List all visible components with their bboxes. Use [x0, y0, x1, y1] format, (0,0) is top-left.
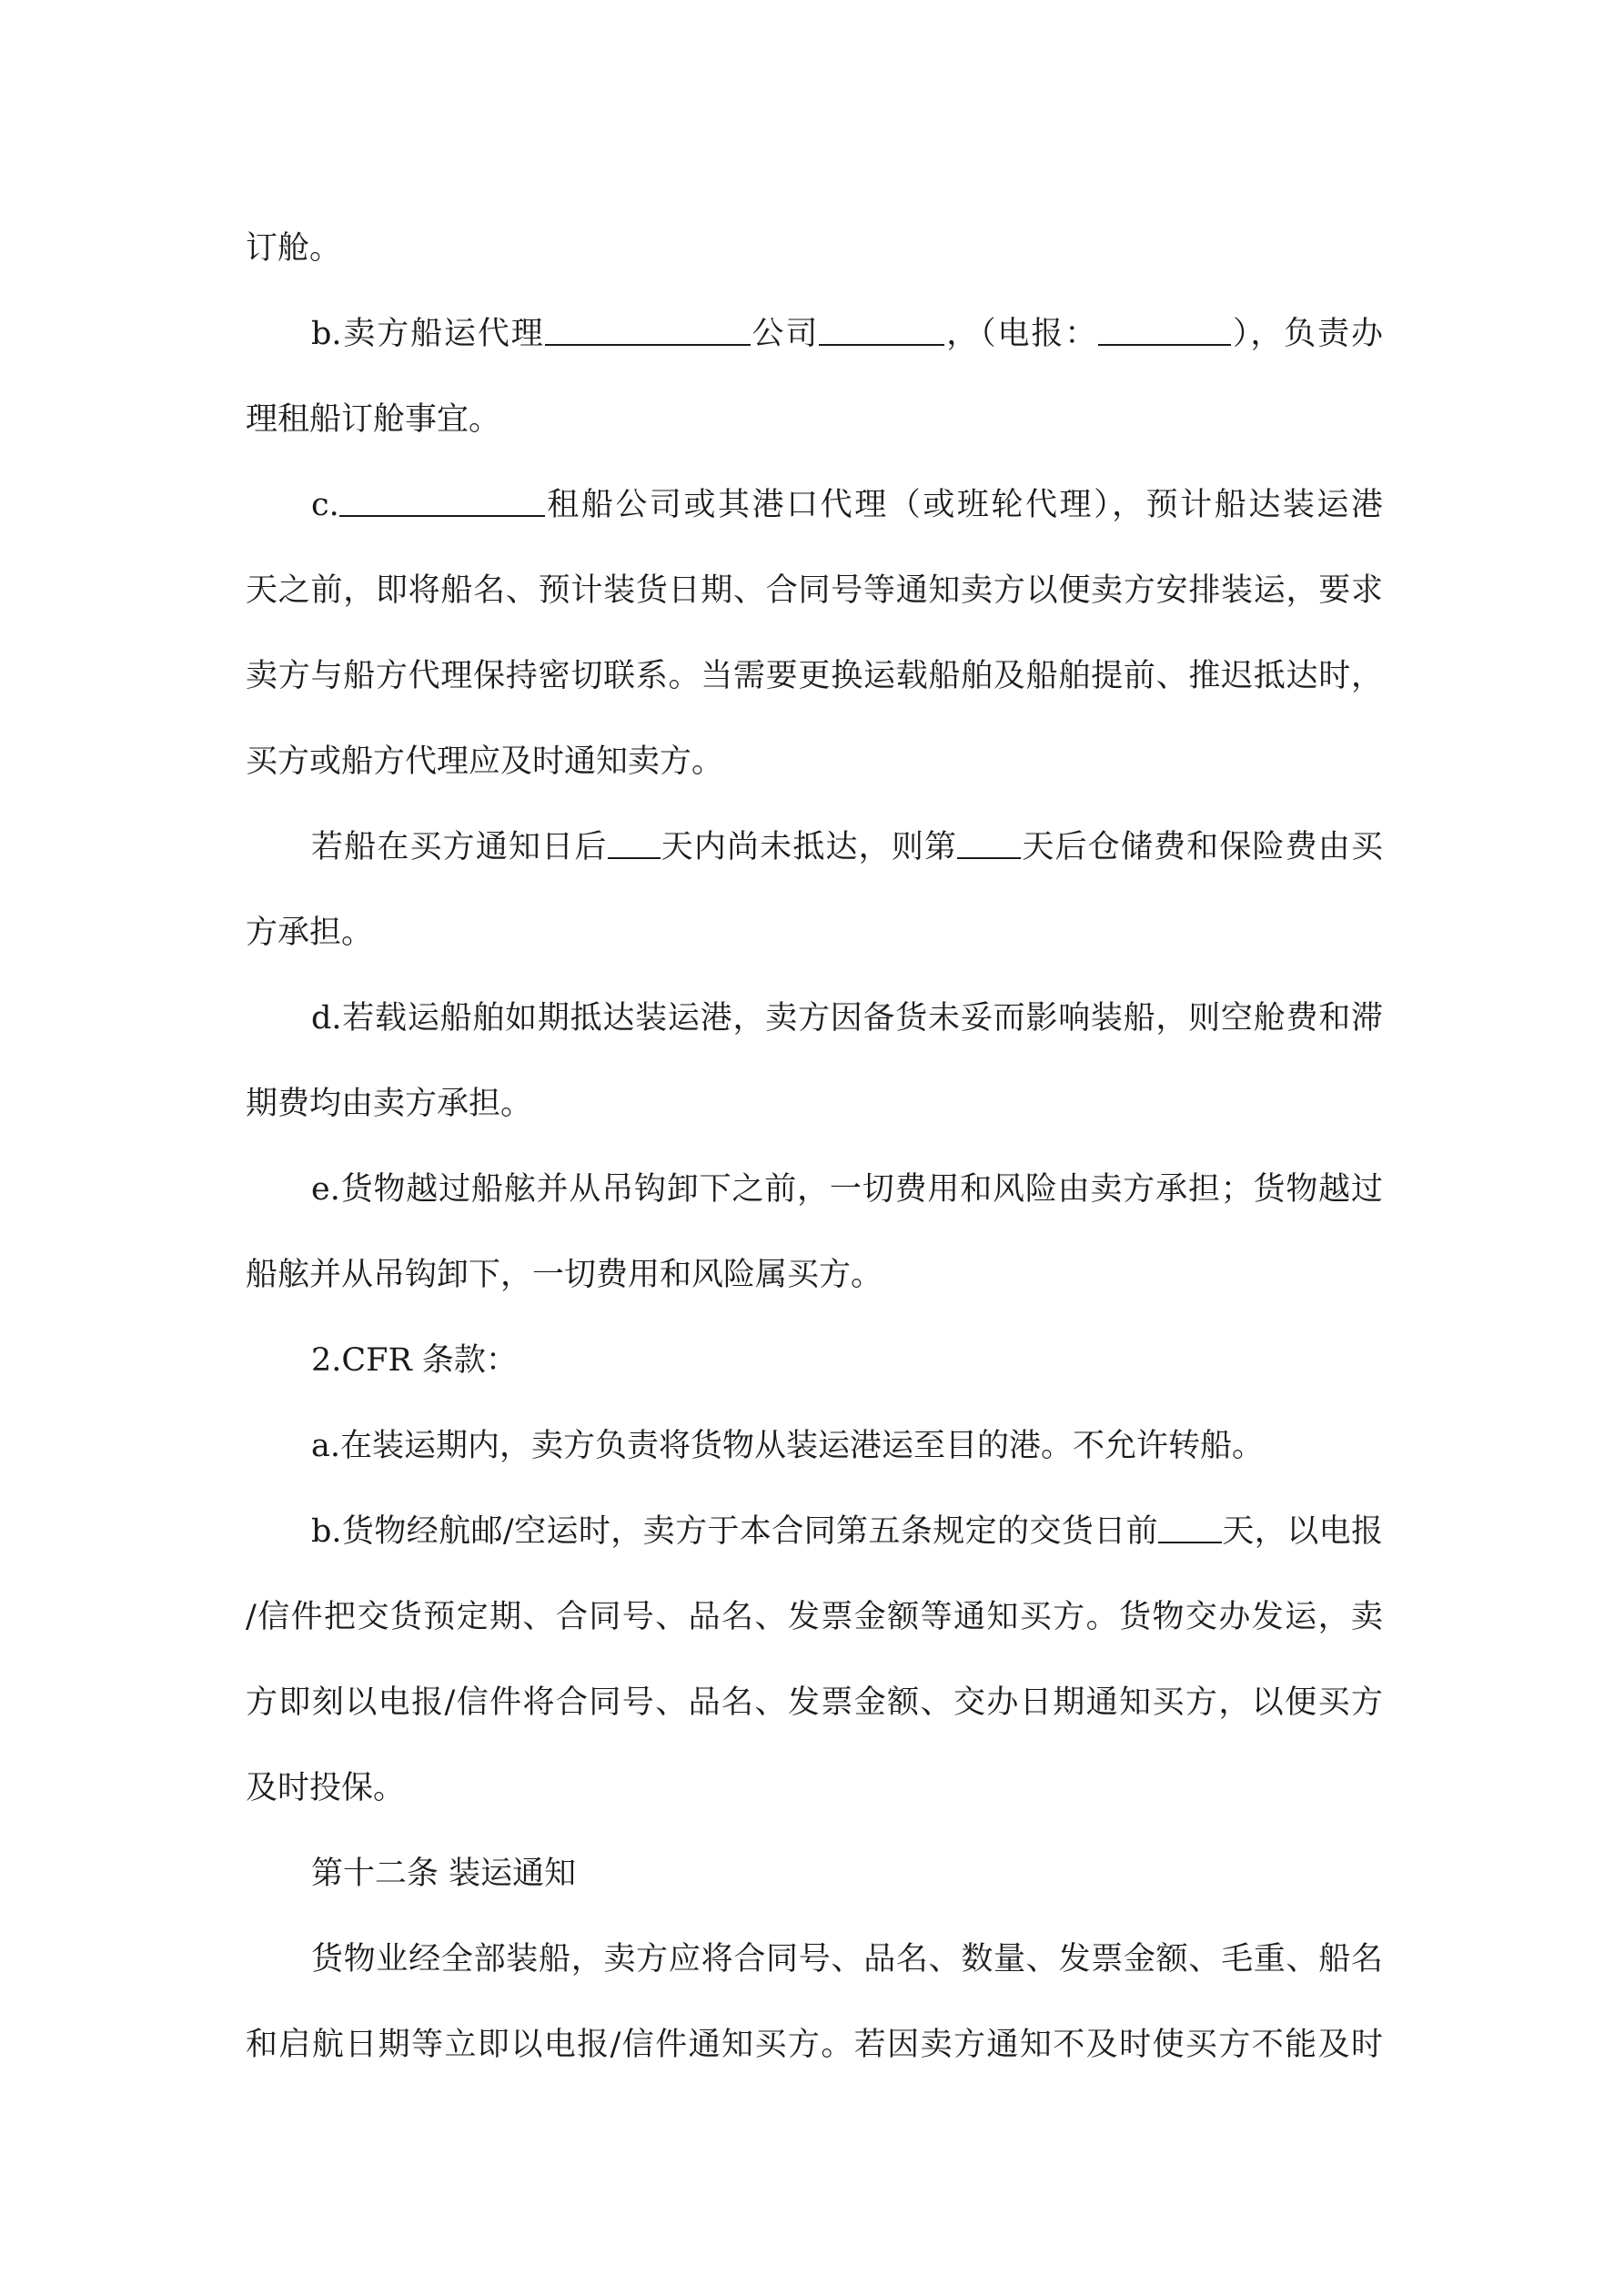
fill-in-blank — [1158, 1514, 1222, 1543]
text-line: 方承担。 — [246, 915, 374, 951]
text-line: /信件把交货预定期、合同号、品名、发票金额等通知买方。货物交办发运，卖 — [246, 1599, 1383, 1635]
text-line: 天之前，即将船名、预计装货日期、合同号等通知卖方以便卖方安排装运，要求 — [246, 572, 1383, 609]
document-page — [246, 206, 1383, 2088]
text-segment: ），负责办 — [1231, 316, 1383, 352]
section-heading: 第十二条 装运通知 — [311, 1856, 577, 1892]
text-line: 期费均由卖方承担。 — [246, 1086, 533, 1122]
text-line: e.货物越过船舷并从吊钩卸下之前，一切费用和风险由卖方承担；货物越过 — [311, 1171, 1383, 1208]
text-line: 订舱。 — [246, 230, 342, 267]
fill-in-blank — [608, 830, 661, 859]
text-line: 货物业经全部装船，卖方应将合同号、品名、数量、发票金额、毛重、船名 — [311, 1941, 1383, 1977]
text-line: 及时投保。 — [246, 1770, 406, 1806]
text-line: d.若载运船舶如期抵达装运港，卖方因备货未妥而影响装船，则空舱费和滞 — [311, 1000, 1383, 1037]
text-line: 和启航日期等立即以电报/信件通知买方。若因卖方通知不及时使买方不能及时 — [246, 2027, 1383, 2063]
text-line: 买方或船方代理应及时通知卖方。 — [246, 743, 724, 780]
text-line — [246, 462, 1383, 548]
text-segment: 若船在买方通知日后 — [311, 829, 608, 865]
text-line: 方即刻以电报/信件将合同号、品名、发票金额、交办日期通知买方，以便买方 — [246, 1684, 1383, 1721]
text-segment: b.货物经航邮/空运时，卖方于本合同第五条规定的交货日前 — [311, 1513, 1159, 1550]
fill-in-blank — [339, 488, 545, 517]
text-line — [246, 1489, 1383, 1574]
text-line — [246, 291, 1383, 377]
fill-in-blank — [545, 317, 751, 346]
text-segment: ，（电报： — [944, 316, 1099, 352]
text-line: 卖方与船方代理保持密切联系。当需要更换运载船舶及船舶提前、推迟抵达时， — [246, 658, 1383, 694]
text-segment: 天内尚未抵达，则第 — [660, 829, 958, 865]
text-line: a.在装运期内，卖方负责将货物从装运港运至目的港。不允许转船。 — [311, 1428, 1264, 1464]
text-line: 船舷并从吊钩卸下，一切费用和风险属买方。 — [246, 1257, 883, 1293]
fill-in-blank — [957, 830, 1021, 859]
text-line: 2.CFR 条款： — [311, 1342, 518, 1379]
text-line — [246, 804, 1383, 890]
text-segment: 公司 — [750, 316, 820, 352]
fill-in-blank — [1098, 317, 1231, 346]
text-segment: 天，以电报 — [1222, 1513, 1383, 1550]
text-segment: 租船公司或其港口代理（或班轮代理），预计船达装运港 — [544, 487, 1383, 523]
fill-in-blank — [819, 317, 944, 346]
text-segment: 天后仓储费和保险费由买 — [1021, 829, 1383, 865]
text-segment: b.卖方船运代理 — [311, 316, 545, 352]
text-line: 理租船订舱事宜。 — [246, 401, 501, 438]
text-segment: c. — [311, 487, 339, 523]
